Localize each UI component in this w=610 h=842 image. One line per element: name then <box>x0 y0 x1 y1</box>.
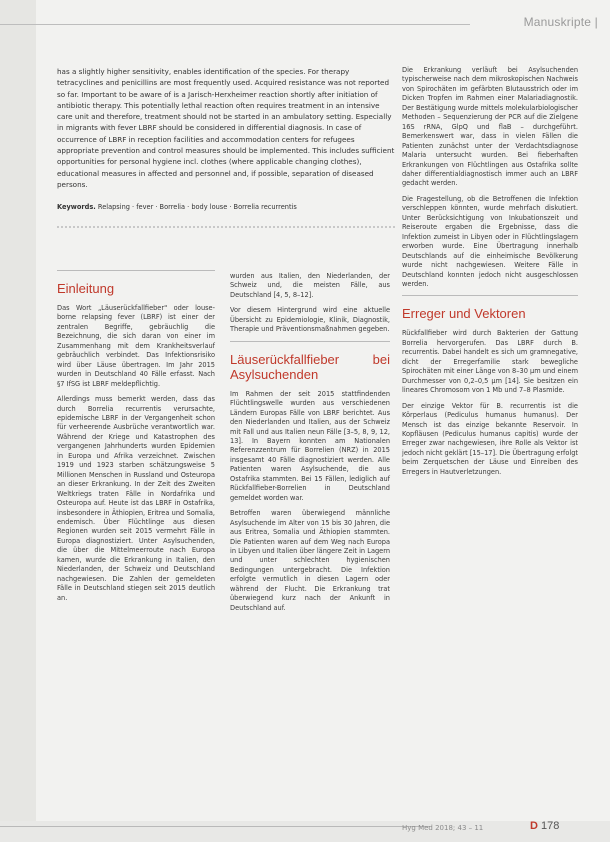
section-heading-asylsuchende: Läuserückfallfieber bei Asylsuchenden <box>230 351 390 382</box>
abstract-text: has a slightly higher sensitivity, enables identification of the species. For therapy tetracyclines and penicillins are most frequently used. Acquired resistance was not reported so far. Important to be aware of is a Jarisch-Herxheimer reaction shortly after initiation of antibiotic therapy. This potentially lethal reaction often requires treatment in an intensive care unit and therefore, treatment should not be started in an ambulatory setting. Especially in migrants with fever LBRF should be considered in differential diagnosis. In case of occurrence of LBRF in reception facilities and accommodation centers for refugees appropriate prevention and control measures should be implemented. This includes sufficient opportunities for personal hygiene incl. clothes (where applicable changing clothes), educational measures in affected and personnel and, if possible, separation of diseased persons. <box>57 67 395 189</box>
journal-citation: Hyg Med 2018; 43 – 11 <box>402 824 484 832</box>
abstract-separator <box>57 226 395 228</box>
section-heading-einleitung: Einleitung <box>57 281 115 296</box>
paragraph: Das Wort „Läuserückfallfieber" oder louse-borne relapsing fever (LBRF) ist einer der zentralen Begriffe, gebräuchlig die Bezeichnung, die sich daran von einer im Zusammenhang mit dem Krankheitsverlauf gebräuchlich verbindet. Das Infektionsrisiko wird über Läuse übertragen. Im Jahr 2015 wurden in Deutschland 40 Fälle erfasst. Nach §7 IfSG ist LBRF meldepflichtig. <box>57 304 215 388</box>
heading-rule <box>57 270 215 271</box>
column-3 <box>402 66 578 483</box>
heading-rule <box>402 295 578 296</box>
header-rule <box>0 24 470 25</box>
paragraph: Die Fragestellung, ob die Betroffenen die Infektion verschleppen könnten, wurde mehrfach diskutiert. Unter Berücksichtigung von Inkubationszeit und Reiseroute ergaben die Ergebnisse, dass die Infektion zumeist in Libyen oder in Flüchtlingslagern erworben wurde. Eine Übertragung innerhalb Deutschlands auf die einheimische Bevölkerung wurde nicht nachgewiesen. Weitere Fälle in Deutschland konnten jedoch nicht ausgeschlossen werden. <box>402 194 578 288</box>
section-label: Manuskripte | <box>523 15 598 29</box>
abstract <box>57 66 395 226</box>
paragraph: Der einzige Vektor für B. recurrentis ist die Körperlaus (Pediculus humanus humanus). Der Mensch ist das einzige bekannte Reservoir. In Kopfläusen (Pediculus humanus capitis) wurde der Erreger zwar nachgewiesen, ihre Rolle als Vektor ist jedoch nicht geklärt [15–17]. Die Übertragung erfolgt beim Zerquetschen der Läuse und Einreiben des Erregers in Hautverletzungen. <box>402 401 578 476</box>
paragraph: Allerdings muss bemerkt werden, dass das durch Borrelia recurrentis verursachte, epidemische LBRF in der Vergangenheit schon für verheerende Ausbrüche verantwortlich war. Während der Kriege und Katastrophen des vergangenen Jahrhunderts wurden Epidemien in Europa und Afrika verzeichnet. Zwischen 1919 und 1923 starben schätzungsweise 5 Millionen Menschen in Russland und Osteuropa an dieser Erkrankung. In der Zeit des Zweiten Weltkriegs traten Fälle in Nordafrika und Osteuropa auf. Heute ist das LBRF in Ostafrika, insbesondere in Äthiopien, Eritrea und Somalia, endemisch. Über Flüchtlinge aus diesen Regionen wurden seit 2015 vermehrt Fälle in Europa diagnostiziert. Unter Asylsuchenden, die über die Mittelmeerroute nach Europa kamen, wurde die Erkrankung in Italien, den Niederlanden, der Schweiz und Deutschland nachgewiesen. Die Zahlen der gemeldeten Fälle in Deutschland stiegen seit 2015 deutlich an. <box>57 395 215 602</box>
page-margin <box>0 0 36 842</box>
paragraph: wurden aus Italien, den Niederlanden, der Schweiz und, die meisten Fälle, aus Deutschland [4, 5, 8–12]. <box>230 272 390 299</box>
paragraph: Betroffen waren überwiegend männliche Asylsuchende im Alter von 15 bis 30 Jahren, die aus Eritrea, Somalia und Äthiopien stammten. Die Patienten waren auf dem Weg nach Europa in Libyen und Italien über längere Zeit in Lagern und unter schlechten hygienischen Bedingungen untergebracht. Die Infektion erfolgte vermutlich in diesen Lagern oder während der Flucht. Die Erkrankung trat überwiegend kurz nach der Ankunft in Deutschland auf. <box>230 509 390 612</box>
paragraph: Im Rahmen der seit 2015 stattfindenden Flüchtlingswelle wurden aus verschiedenen Ländern Europas Fälle von LBRF berichtet. Aus den Niederlanden und Italien, aus der Schweiz mit Fall und aus Italien neun Fälle [3–5, 8, 9, 12, 13]. In Bayern konnten am Nationalen Referenzzentrum für Borrelien (NRZ) in 2015 insgesamt 40 Fälle diagnostiziert werden. Alle Patienten waren Asylsuchende, die aus Ostafrika stammten. Bei 15 Fällen, lediglich auf Rückfallfieber-Borrelien in Deutschland gemeldet worden war. <box>230 389 390 502</box>
heading-rule <box>230 341 390 342</box>
paragraph: Vor diesem Hintergrund wird eine aktuelle Übersicht zu Epidemiologie, Klinik, Diagnostik, Therapie und Präventionsmaßnahmen gegeben. <box>230 306 390 334</box>
keywords-list: Relapsing · fever · Borrelia · body louse · Borrelia recurrentis <box>97 203 297 212</box>
paragraph: Die Erkrankung verläuft bei Asylsuchenden typischerweise nach dem mikroskopischen Nachweis von Spirochäten im gefärbten Blutausstrich oder im Dicken Tropfen im Rahmen einer Malariadiagnostik. Der Bestätigung wurde mittels molekularbiologischer Methoden – Sequenzierung der PCR auf die Zielgene 16S rRNA, GlpQ und flaB – durchgeführt. Bemerkenswert war, dass in vielen Fällen die Patienten zunächst unter der Verdachtsdiagnose Malaria untersucht wurden. Bei fieberhaften Erkrankungen von Flüchtlingen aus Ostafrika sollte daher differentialdiagnostisch immer auch an LBRF gedacht werden. <box>402 66 578 188</box>
keywords <box>57 202 395 213</box>
page-prefix: D <box>530 820 538 832</box>
footer-rule <box>0 826 430 827</box>
keywords-label: Keywords. <box>57 203 96 212</box>
section-heading-erreger: Erreger und Vektoren <box>402 306 526 322</box>
column-2 <box>230 272 390 619</box>
paragraph: Rückfallfieber wird durch Bakterien der Gattung Borrelia hervorgerufen. Das LBRF durch B. recurrentis. Dabei handelt es sich um gramnegative, dicht der Erregerfamilie stark bewegliche Spirochäten mit einer Länge von 8–30 µm und einem Durchmesser von 0,2–0,5 µm [14]. Sie besitzen ein lineares Chromosom von 1 Mb und 7–8 Plasmide. <box>402 329 578 395</box>
page-number <box>530 820 559 832</box>
footer <box>0 821 610 842</box>
column-1 <box>57 270 215 609</box>
page-number-value: 178 <box>541 820 560 832</box>
